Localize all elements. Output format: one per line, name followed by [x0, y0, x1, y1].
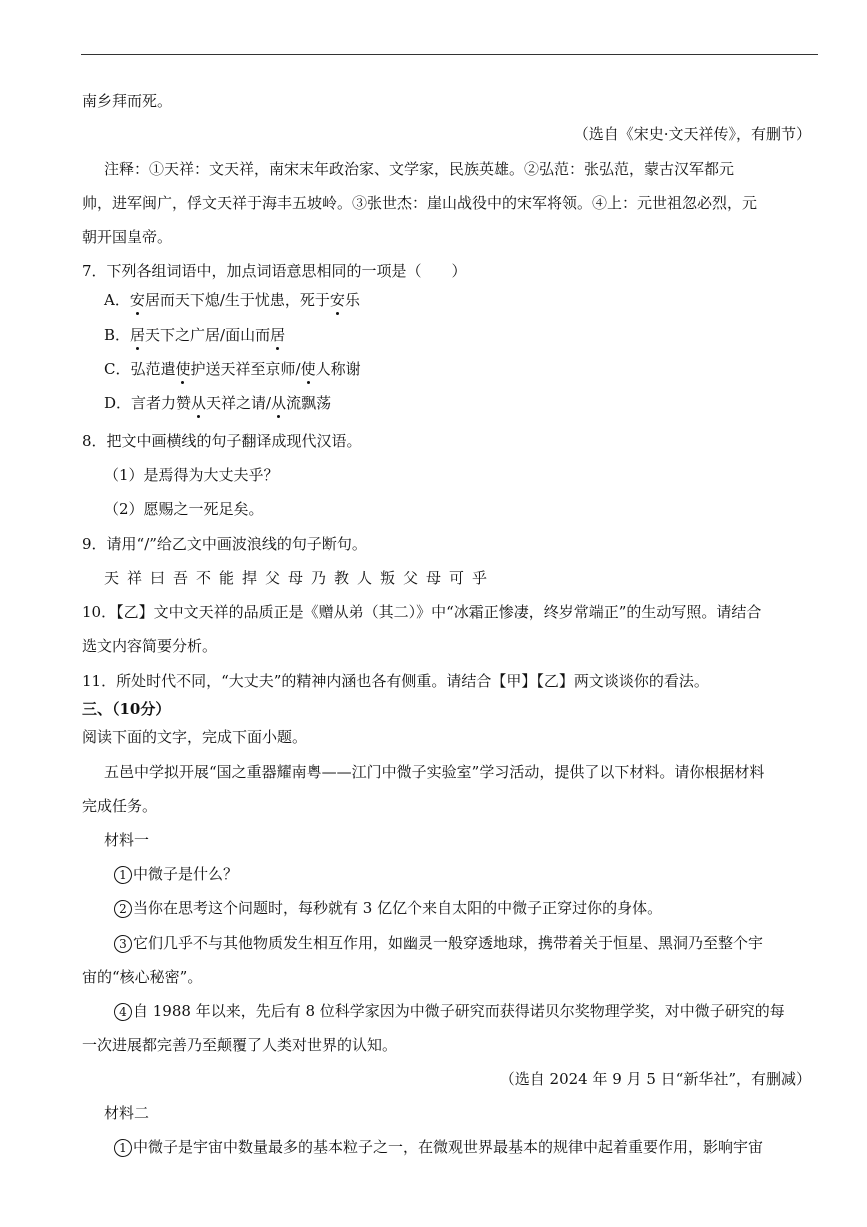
source-citation: （选自 2024 年 9 月 5 日“新华社”，有删减） — [499, 1070, 811, 1088]
question-11: 11．所处时代不同，“大丈夫”的精神内涵也各有侧重。请结合【甲】【乙】两文谈谈你的看法。 — [82, 672, 709, 690]
circled-number: 4 — [114, 1003, 132, 1021]
annotation-line: 朝开国皇帝。 — [82, 228, 173, 246]
option-d: D．言者力赞从天祥之请/从流飘荡 — [104, 394, 332, 412]
question-9-sentence: 天祥曰吾不能捍父母乃教人叛父母可乎 — [104, 569, 496, 587]
reading-instruction: 阅读下面的文字，完成下面小题。 — [82, 728, 308, 746]
question-8-part: （2）愿赐之一死足矣。 — [104, 500, 264, 518]
circled-number: 2 — [114, 900, 132, 918]
material-2-heading: 材料二 — [104, 1104, 150, 1122]
material-1-heading: 材料一 — [104, 831, 150, 849]
circled-number: 3 — [114, 935, 132, 953]
circled-number: 1 — [114, 866, 132, 884]
passage-ending: 南乡拜而死。 — [82, 92, 173, 110]
option-c: C．弘范遣使护送天祥至京师/使人称谢 — [104, 360, 361, 378]
material-1-item: 1 中微子是什么？ — [114, 864, 238, 884]
material-1-item-cont: 宙的“核心秘密”。 — [82, 968, 203, 986]
dotted-word: 居 — [270, 326, 286, 344]
option-b: B．居天下之广居/面山而居 — [104, 326, 286, 344]
dotted-word: 使 — [300, 360, 316, 378]
annotation-line: 注释：①天祥：文天祥，南宋末年政治家、文学家，民族英雄。②弘范：张弘范，蒙古汉军都元 — [104, 160, 735, 178]
option-a: A．安居而天下熄/生于忧患，死于安乐 — [104, 291, 360, 309]
dotted-word: 从 — [271, 394, 287, 412]
material-2-item: 1 中微子是宇宙中数量最多的基本粒子之一，在微观世界最基本的规律中起着重要作用，影响宇宙 — [114, 1137, 763, 1157]
question-10-cont: 选文内容简要分析。 — [82, 637, 218, 655]
material-1-item: 2 当你在思考这个问题时，每秒就有 3 亿亿个来自太阳的中微子正穿过你的身体。 — [114, 898, 662, 918]
source-citation: （选自《宋史·文天祥传》，有删节） — [573, 125, 811, 143]
question-9: 9．请用“/”给乙文中画波浪线的句子断句。 — [82, 535, 367, 553]
dotted-word: 居 — [130, 326, 146, 344]
circled-number: 1 — [114, 1139, 132, 1157]
header-rule — [81, 54, 818, 55]
dotted-word: 使 — [175, 360, 191, 378]
intro-paragraph: 五邑中学拟开展“国之重器耀南粤——江门中微子实验室”学习活动，提供了以下材料。请你根据材料 — [104, 763, 765, 781]
question-8-part: （1）是焉得为大丈夫乎？ — [104, 466, 279, 484]
question-7: 7．下列各组词语中，加点词语意思相同的一项是（ ） — [82, 262, 467, 280]
material-1-item: 4 自 1988 年以来，先后有 8 位科学家因为中微子研究而获得诺贝尔奖物理学奖，对中微子研究的每 — [114, 1001, 785, 1021]
annotation-line: 帅，进军闽广，俘文天祥于海丰五坡岭。③张世杰：崖山战役中的宋军将领。④上：元世祖忽必烈，元 — [82, 194, 758, 212]
dotted-word: 安 — [129, 291, 145, 309]
dotted-word: 从 — [191, 394, 207, 412]
question-8: 8．把文中画横线的句子翻译成现代汉语。 — [82, 432, 362, 450]
section-heading: 三、（10分） — [82, 700, 171, 718]
question-10: 10．【乙】文中文天祥的品质正是《赠从弟（其二）》中“冰霜正惨凄，终岁常端正”的生动写照。请结合 — [82, 603, 762, 621]
material-1-item: 3 它们几乎不与其他物质发生相互作用，如幽灵一般穿透地球，携带着关于恒星、黑洞乃至整个宇 — [114, 933, 763, 953]
intro-paragraph-cont: 完成任务。 — [82, 797, 158, 815]
dotted-word: 安 — [329, 291, 345, 309]
material-1-item-cont: 一次进展都完善乃至颠覆了人类对世界的认知。 — [82, 1036, 398, 1054]
